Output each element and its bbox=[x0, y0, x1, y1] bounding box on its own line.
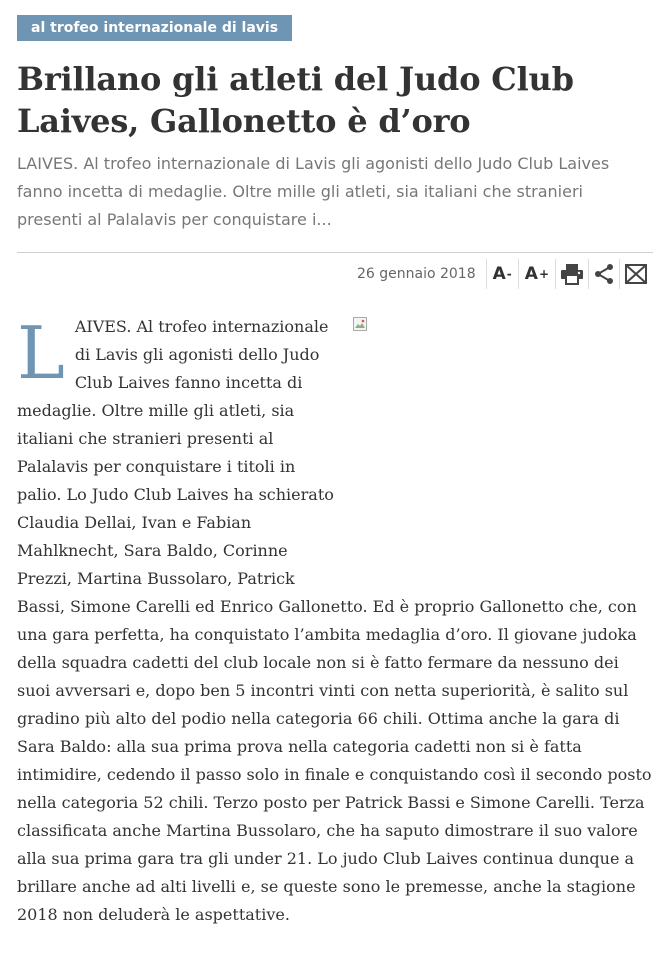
publish-date: 26 gennaio 2018 bbox=[357, 259, 487, 289]
email-button[interactable] bbox=[620, 259, 652, 289]
drop-cap: L bbox=[17, 311, 65, 395]
article-image[interactable] bbox=[337, 313, 657, 583]
article-body bbox=[17, 313, 657, 929]
article-text: AIVES. Al trofeo internazionale di Lavis gli agonisti dello Judo Club Laives fanno incetta di medaglie. Oltre mille gli atleti, sia italiani che stranieri presenti al Palalavis per conquistare i titoli in palio. Lo Judo Club Laives ha schierato Claudia Dellai, Ivan e Fabian Mahlknecht, Sara Baldo, Corinne Prezzi, Martina Bussolaro, Patrick Bassi, Simone Carelli ed Enrico Gallonetto. Ed è proprio Gallonetto che, con una gara perfetta, ha conquistato l’ambita medaglia d’oro. Il giovane judoka della squadra cadetti del club locale non si è fatto fermare da nessuno dei suoi avversari e, dopo ben 5 incontri vinti con netta superiorità, è salito sul gradino più alto del podio nella categoria 66 chili. Ottima anche la gara di Sara Baldo: alla sua prima prova nella categoria cadetti non si è fatta intimidire, cedendo il passo solo in finale e conquistando così il secondo posto nella categoria 52 chili. Terzo posto per Patrick Bassi e Simone Carelli. Terza classificata anche Martina Bussolaro, che ha saputo dimostrare il suo valore alla sua prima gara tra gli under 21. Lo judo Club Laives continua dunque a brillare anche ad alti livelli e, se queste sono le premesse, anche la stagione 2018 non deluderà le aspettative. bbox=[17, 317, 652, 924]
share-icon bbox=[593, 263, 615, 285]
email-icon bbox=[624, 263, 648, 285]
share-button[interactable] bbox=[589, 259, 620, 289]
broken-image-icon bbox=[353, 317, 367, 331]
article-summary: LAIVES. Al trofeo internazionale di Lavis gli agonisti dello Judo Club Laives fanno incetta di medaglie. Oltre mille gli atleti, sia italiani che stranieri presenti al Palalavis per conquistare i... bbox=[17, 154, 610, 229]
font-increase-button[interactable]: A + bbox=[519, 259, 556, 289]
article-title: Brillano gli atleti del Judo Club Laives, Gallonetto è d’oro bbox=[17, 60, 574, 140]
divider bbox=[17, 252, 653, 253]
font-decrease-button[interactable]: A - bbox=[487, 259, 519, 289]
section-kicker[interactable]: al trofeo internazionale di lavis bbox=[17, 15, 292, 41]
print-icon bbox=[560, 263, 584, 285]
article-toolbar bbox=[357, 258, 652, 290]
print-button[interactable] bbox=[556, 259, 589, 289]
